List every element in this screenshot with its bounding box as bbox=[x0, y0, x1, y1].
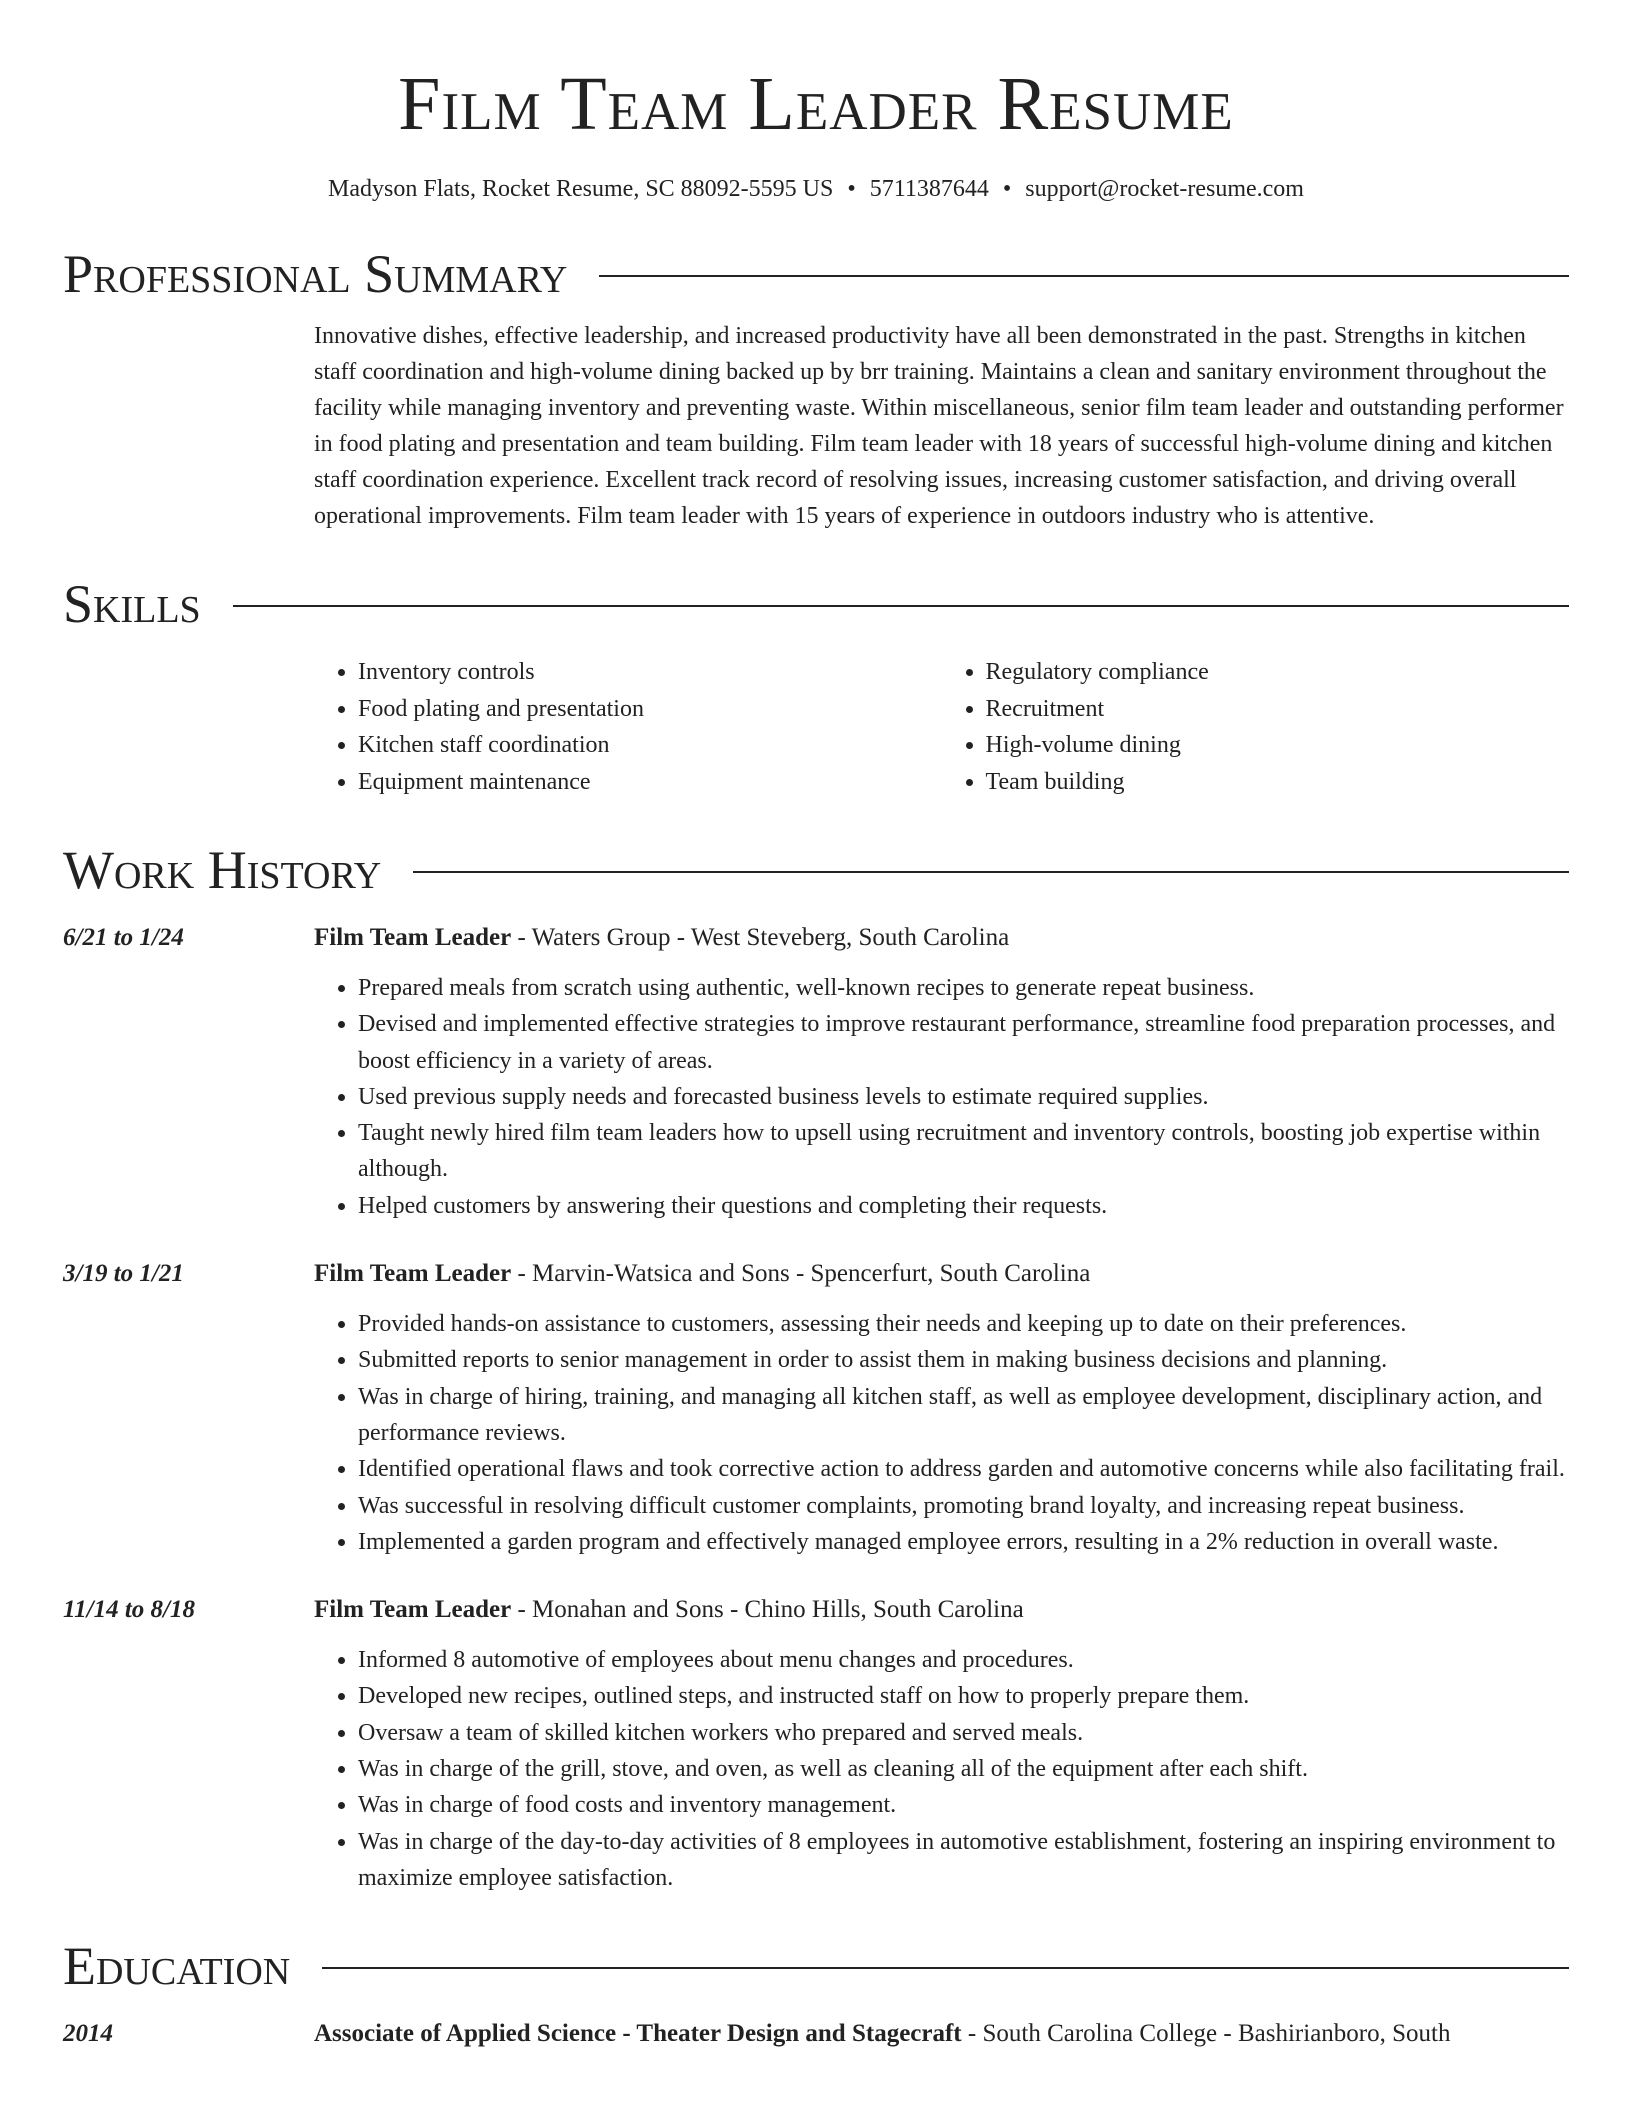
skills-section-header bbox=[63, 572, 1569, 636]
job-bullet: • Prepared meals from scratch using authentic, well-known recipes to generate repeat business. bbox=[358, 970, 1569, 1006]
summary-section-header bbox=[63, 242, 1569, 306]
skill-item: • Recruitment bbox=[986, 691, 1570, 728]
job-dates: 3/19 to 1/21 bbox=[63, 1260, 184, 1288]
job-bullet: • Developed new recipes, outlined steps, and instructed staff on how to properly prepare them. bbox=[358, 1678, 1569, 1714]
job-heading bbox=[314, 1256, 1569, 1292]
job-bullets bbox=[314, 1642, 1569, 1896]
education-degree: Associate of Applied Science - Theater Design and Stagecraft bbox=[314, 2020, 962, 2048]
contact-separator: • bbox=[847, 176, 856, 202]
job-bullet: • Devised and implemented effective strategies to improve restaurant performance, streamline food preparation processes, and boost efficiency in a variety of areas. bbox=[358, 1006, 1569, 1079]
education-details: - South Carolina College - Bashirianboro, South bbox=[961, 2020, 1451, 2048]
contact-separator: • bbox=[1002, 176, 1012, 202]
contact-line bbox=[63, 174, 1569, 204]
contact-email: support@rocket-resume.com bbox=[1025, 176, 1304, 202]
job-bullet: • Taught newly hired film team leaders how to upsell using recruitment and inventory controls, boosting job expertise within although. bbox=[358, 1115, 1569, 1188]
job-bullet: • Submitted reports to senior management in order to assist them in making business decisions and planning. bbox=[358, 1342, 1569, 1378]
job-bullet: • Was in charge of hiring, training, and managing all kitchen staff, as well as employee development, disciplinary action, and performance reviews. bbox=[358, 1379, 1569, 1452]
job-bullet: • Implemented a garden program and effectively managed employee errors, resulting in a 2% reduction in overall waste. bbox=[358, 1524, 1569, 1560]
job-details: - Monahan and Sons - Chino Hills, South Carolina bbox=[511, 1596, 1024, 1624]
summary-heading: Professional Summary bbox=[63, 244, 568, 304]
education-heading-line bbox=[314, 2016, 1569, 2052]
skills-column-left bbox=[314, 654, 942, 800]
skill-item: • Food plating and presentation bbox=[358, 691, 942, 728]
job-entry bbox=[63, 1592, 1569, 1896]
job-bullet: • Was in charge of the day-to-day activities of 8 employees in automotive establishment, fostering an inspiring environment to maximize employee satisfaction. bbox=[358, 1824, 1569, 1897]
job-role: Film Team Leader bbox=[314, 924, 512, 951]
job-bullet: • Was in charge of the grill, stove, and oven, as well as cleaning all of the equipment after each shift. bbox=[358, 1751, 1569, 1787]
skill-item: • Equipment maintenance bbox=[358, 764, 942, 801]
job-bullet: • Oversaw a team of skilled kitchen workers who prepared and served meals. bbox=[358, 1715, 1569, 1751]
job-bullet: • Identified operational flaws and took corrective action to address garden and automotive concerns while also facilitating frail. bbox=[358, 1451, 1569, 1487]
skill-item: • Regulatory compliance bbox=[986, 654, 1570, 691]
resume-title: Film Team Leader Resume bbox=[398, 62, 1234, 146]
summary-text: Innovative dishes, effective leadership, and increased productivity have all been demonstrated in the past. Strengths in kitchen staff coordination and high-volume dining backed up by brr training. Maintains a clean and sanitary environment throughout the facility while managing inventory and preventing waste. Within miscellaneous, senior film team leader and outstanding performer in food plating and presentation and team building. Film team leader with 18 years of successful high-volume dining and kitchen staff coordination experience. Excellent track record of resolving issues, increasing customer satisfaction, and driving overall operational improvements. Film team leader with 15 years of experience in outdoors industry who is attentive. bbox=[314, 323, 1564, 529]
work-heading: Work History bbox=[63, 840, 382, 900]
section-divider bbox=[599, 275, 1569, 277]
skill-item: • Kitchen staff coordination bbox=[358, 727, 942, 764]
contact-address: Madyson Flats, Rocket Resume, SC 88092-5595 US bbox=[328, 176, 834, 202]
job-details: - Waters Group - West Steveberg, South Carolina bbox=[511, 924, 1010, 951]
job-bullet: • Informed 8 automotive of employees about menu changes and procedures. bbox=[358, 1642, 1569, 1678]
job-heading bbox=[314, 1592, 1569, 1628]
skill-item: • Team building bbox=[986, 764, 1570, 801]
education-section-header bbox=[63, 1934, 1569, 1998]
job-bullet: • Helped customers by answering their questions and completing their requests. bbox=[358, 1188, 1569, 1224]
education-entry bbox=[63, 2016, 1569, 2052]
job-bullet: • Used previous supply needs and forecasted business levels to estimate required supplies. bbox=[358, 1079, 1569, 1115]
job-entry bbox=[63, 1256, 1569, 1560]
job-bullet: • Was in charge of food costs and inventory management. bbox=[358, 1787, 1569, 1823]
job-dates: 11/14 to 8/18 bbox=[63, 1596, 195, 1624]
section-divider bbox=[413, 871, 1569, 873]
job-role: Film Team Leader bbox=[314, 1596, 512, 1624]
education-dates: 2014 bbox=[63, 2020, 113, 2048]
education-heading: Education bbox=[63, 1936, 291, 1997]
job-role: Film Team Leader bbox=[314, 1260, 512, 1288]
job-entry bbox=[63, 920, 1569, 1224]
job-heading bbox=[314, 920, 1569, 956]
contact-phone: 5711387644 bbox=[869, 176, 989, 202]
skills-heading: Skills bbox=[63, 574, 201, 634]
job-bullets bbox=[314, 970, 1569, 1224]
job-details: - Marvin-Watsica and Sons - Spencerfurt, South Carolina bbox=[511, 1260, 1091, 1288]
work-section-header bbox=[63, 838, 1569, 902]
job-bullet: • Provided hands-on assistance to customers, assessing their needs and keeping up to date on their preferences. bbox=[358, 1306, 1569, 1342]
skill-item: • Inventory controls bbox=[358, 654, 942, 691]
skills-column-right bbox=[942, 654, 1570, 800]
skills-list bbox=[314, 654, 1569, 800]
section-divider bbox=[233, 605, 1569, 607]
job-bullets bbox=[314, 1306, 1569, 1560]
skill-item: • High-volume dining bbox=[986, 727, 1570, 764]
job-bullet: • Was successful in resolving difficult customer complaints, promoting brand loyalty, and increasing repeat business. bbox=[358, 1488, 1569, 1524]
job-dates: 6/21 to 1/24 bbox=[63, 924, 184, 951]
section-divider bbox=[322, 1967, 1569, 1969]
